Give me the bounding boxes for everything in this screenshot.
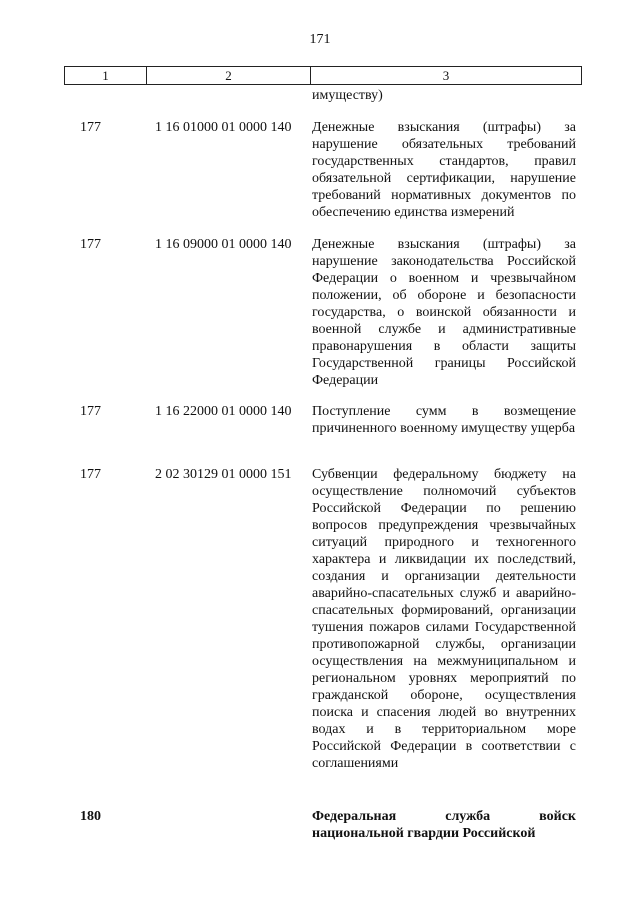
budget-classification-code: 1 16 01000 01 0000 140 <box>155 120 292 135</box>
revenue-description: Субвенции федеральному бюджету на осуществление полномочий субъектов Российской Федерации по решению вопросов предупреждения чрезвычайных ситуаций природного и техногенного характера и ликвидации их последствий, создания и организации деятельности аварийно-спасательных служб и аварийно-спасательных формирований, организации тушения пожаров силами Государственной противопожарной службы, организации осуществления на межмуниципальном и региональном уровнях мероприятий по гражданской обороне, осуществления поиска и спасения людей во внутренних водах и в территориальном море Российской Федерации в соответствии с соглашениями <box>312 467 576 771</box>
budget-classification-code: 1 16 09000 01 0000 140 <box>155 237 292 252</box>
header-col-2: 2 <box>147 67 311 84</box>
admin-code: 177 <box>80 467 101 482</box>
admin-code: 177 <box>80 237 101 252</box>
admin-code: 180 <box>80 809 101 824</box>
header-col-1: 1 <box>65 67 147 84</box>
admin-code: 177 <box>80 404 101 419</box>
revenue-description: Поступление сумм в возмещение причиненного военному имуществу ущерба <box>312 404 576 436</box>
revenue-description: Денежные взыскания (штрафы) за нарушение законодательства Российской Федерации о военном и чрезвычайном положении, об обороне и безопасности государства, о воинской обязанности и военной службе и административные правонарушения в области защиты Государственной границы Российской Федерации <box>312 237 576 388</box>
table-header-row <box>64 66 582 85</box>
revenue-description: Денежные взыскания (штрафы) за нарушение обязательных требований государственных стандартов, правил обязательной сертификации, нарушение требований нормативных документов по обеспечению единства измерений <box>312 120 576 220</box>
continuation-text: имуществу) <box>312 88 383 103</box>
admin-code: 177 <box>80 120 101 135</box>
budget-classification-code: 1 16 22000 01 0000 140 <box>155 404 292 419</box>
section-title: Федеральная служба войск национальной гвардии Российской <box>312 809 576 841</box>
budget-classification-code: 2 02 30129 01 0000 151 <box>155 467 292 482</box>
header-col-3: 3 <box>442 67 450 83</box>
page-number: 171 <box>309 32 331 47</box>
